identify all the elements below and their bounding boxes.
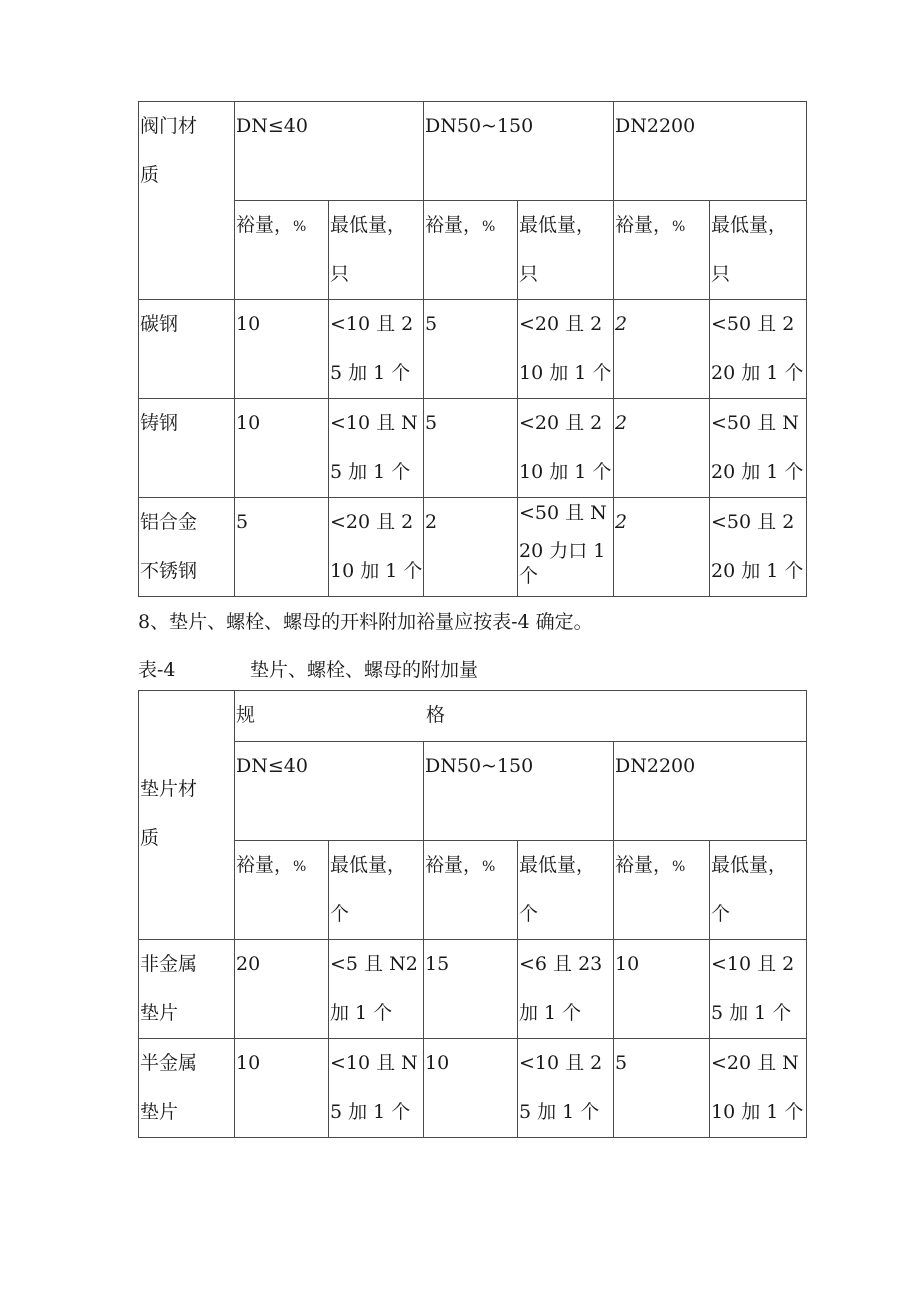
size-header-dn200: DN2200 xyxy=(614,102,807,201)
data-cell: <20 且 2 10 加 1 个 xyxy=(518,399,614,498)
size-header-dn40: DN≤40 xyxy=(235,742,424,841)
data-cell: <10 且 2 5 加 1 个 xyxy=(329,300,424,399)
table-row xyxy=(139,300,807,399)
data-cell: 2 xyxy=(424,498,518,597)
data-cell: <10 且 N 5 加 1 个 xyxy=(329,1039,424,1138)
data-cell: 5 xyxy=(235,498,329,597)
table-row xyxy=(139,498,807,597)
margin-header: 裕量，% xyxy=(614,841,710,940)
min-header: 最低量， 只 xyxy=(710,201,807,300)
material-cell: 铝合金 不锈钢 xyxy=(139,498,235,597)
data-cell: <6 且 23 加 1 个 xyxy=(518,940,614,1039)
data-cell: 2 xyxy=(614,399,710,498)
min-header: 最低量， 个 xyxy=(710,841,807,940)
data-cell: 2 xyxy=(614,498,710,597)
margin-header: 裕量，% xyxy=(424,841,518,940)
table-row xyxy=(139,940,807,1039)
table-row xyxy=(139,399,807,498)
data-cell: 10 xyxy=(424,1039,518,1138)
data-cell: 5 xyxy=(614,1039,710,1138)
gasket-allowance-table xyxy=(138,690,807,1138)
table-row xyxy=(139,1039,807,1138)
data-cell: <20 且 2 10 加 1 个 xyxy=(518,300,614,399)
size-header-dn50-150: DN50~150 xyxy=(424,742,614,841)
material-cell: 非金属 垫片 xyxy=(139,940,235,1039)
data-cell: 10 xyxy=(614,940,710,1039)
data-cell: <20 且 2 10 加 1 个 xyxy=(329,498,424,597)
data-cell: 2 xyxy=(614,300,710,399)
size-header-dn40: DN≤40 xyxy=(235,102,424,201)
data-cell: <50 且 2 20 加 1 个 xyxy=(710,498,807,597)
data-cell: <10 且 2 5 加 1 个 xyxy=(710,940,807,1039)
data-cell: <50 且 N 20 加 1 个 xyxy=(710,399,807,498)
data-cell: 15 xyxy=(424,940,518,1039)
data-cell: 10 xyxy=(235,399,329,498)
margin-header: 裕量，% xyxy=(424,201,518,300)
data-cell: <50 且 2 20 加 1 个 xyxy=(710,300,807,399)
data-cell: <20 且 N 10 加 1 个 xyxy=(710,1039,807,1138)
margin-header: 裕量，% xyxy=(235,201,329,300)
table-label: 表-4 xyxy=(138,659,176,681)
table-title: 垫片、螺栓、螺母的附加量 xyxy=(250,659,479,681)
data-cell: 5 xyxy=(424,399,518,498)
size-header-dn200: DN2200 xyxy=(614,742,807,841)
material-cell: 铸钢 xyxy=(139,399,235,498)
table-caption xyxy=(138,655,478,682)
material-cell: 碳钢 xyxy=(139,300,235,399)
valve-allowance-table xyxy=(138,101,807,597)
section-note: 8、垫片、螺栓、螺母的开料附加裕量应按表-4 确定。 xyxy=(138,611,593,633)
data-cell: <10 且 N 5 加 1 个 xyxy=(329,399,424,498)
data-cell: 10 xyxy=(235,1039,329,1138)
min-header: 最低量， 只 xyxy=(329,201,424,300)
data-cell: <10 且 2 5 加 1 个 xyxy=(518,1039,614,1138)
margin-header: 裕量，% xyxy=(235,841,329,940)
data-cell: 5 xyxy=(424,300,518,399)
min-header: 最低量， 只 xyxy=(518,201,614,300)
material-cell: 半金属 垫片 xyxy=(139,1039,235,1138)
margin-header: 裕量，% xyxy=(614,201,710,300)
data-cell: <5 且 N2 加 1 个 xyxy=(329,940,424,1039)
material-header: 阀门材 质 xyxy=(139,102,235,300)
data-cell: <50 且 N 20 力口 1 个 xyxy=(518,498,614,597)
data-cell: 20 xyxy=(235,940,329,1039)
material-header: 垫片材 质 xyxy=(139,691,235,940)
min-header: 最低量， 个 xyxy=(329,841,424,940)
data-cell: 10 xyxy=(235,300,329,399)
spec-header: 规 格 xyxy=(235,691,807,742)
size-header-dn50-150: DN50~150 xyxy=(424,102,614,201)
min-header: 最低量， 个 xyxy=(518,841,614,940)
